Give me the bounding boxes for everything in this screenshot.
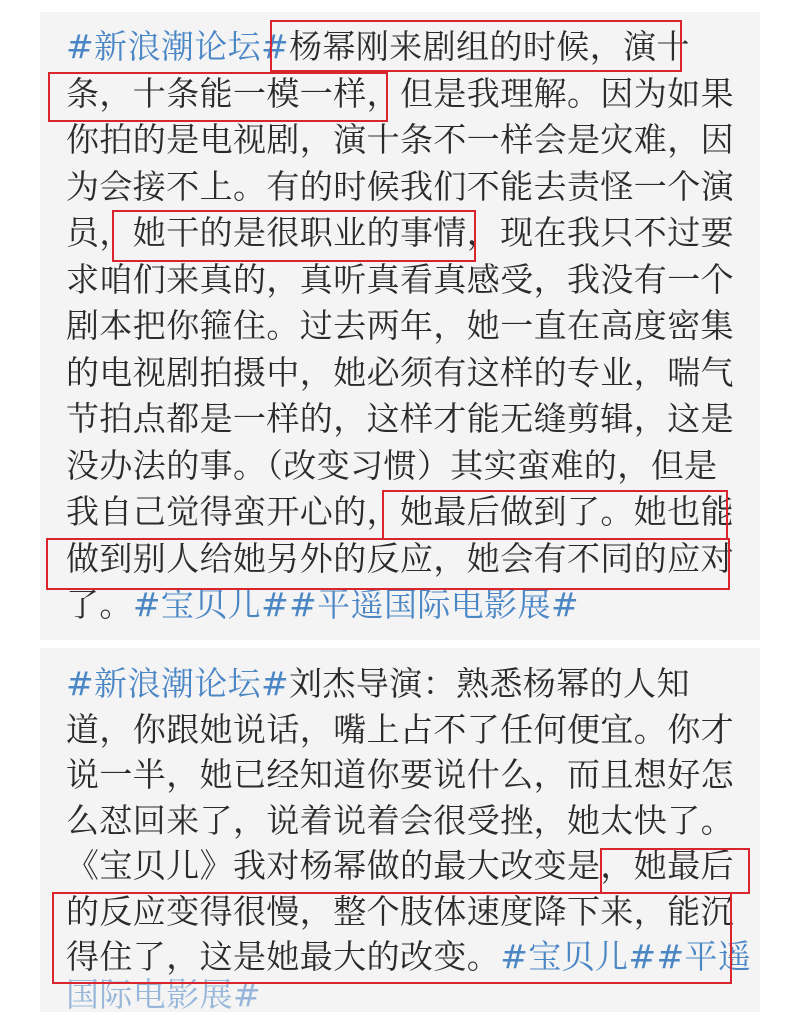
text-line: [66, 306, 734, 346]
text-line: [66, 27, 690, 67]
body-text: 做到别人给她另外的反应，她会有不同的应对: [66, 538, 734, 578]
text-line: [66, 892, 734, 932]
body-text: 说一半，她已经知道你要说什么，而且想好怎: [66, 755, 734, 794]
body-text: 节拍点都是一样的，这样才能无缝剪辑，这是: [66, 399, 734, 438]
text-line: [66, 755, 734, 795]
body-text: 杨幂刚来剧组的时候，演十: [289, 27, 690, 66]
hashtag-link[interactable]: #新浪潮论坛#: [66, 27, 290, 66]
body-text: 了。: [66, 585, 133, 624]
text-line: [66, 801, 734, 841]
text-line: [66, 120, 734, 160]
cutoff-hashtag: 国际电影展#: [66, 974, 262, 1014]
hashtag-link[interactable]: #新浪潮论坛#: [66, 664, 290, 703]
body-text: 条，十条能一模一样，但是我理解。因为如果: [66, 73, 734, 113]
body-text: 剧本把你箍住。过去两年，她一直在高度密集: [66, 306, 734, 345]
body-text: 道，你跟她说话，嘴上占不了任何便宜。你才: [66, 709, 734, 749]
body-text: 么怼回来了，说着说着会很受挫，她太快了。: [66, 800, 734, 840]
text-line: [66, 446, 718, 486]
text-line: [66, 664, 690, 704]
text-line: [66, 167, 734, 207]
body-text: 员，她干的是很职业的事情，现在我只不过要: [66, 213, 734, 252]
text-line: [66, 260, 734, 300]
text-line: [66, 213, 734, 253]
body-text: 《宝贝儿》我对杨幂做的最大改变是，她最后: [66, 846, 734, 885]
text-line: [66, 710, 734, 750]
body-text: 没办法的事。（改变习惯）其实蛮难的，但是: [66, 445, 718, 485]
hashtag-link[interactable]: #宝贝儿##平遥国际电影展#: [132, 585, 580, 624]
body-text: 求咱们来真的，真听真看真感受，我没有一个: [66, 259, 734, 299]
text-line: [66, 353, 734, 393]
body-text: 的反应变得很慢，整个肢体速度降下来，能沉: [66, 891, 734, 931]
hashtag-link[interactable]: #宝贝儿##平遥: [500, 937, 752, 976]
body-text: 我自己觉得蛮开心的，她最后做到了。她也能: [66, 492, 734, 531]
text-line: [66, 492, 734, 532]
body-text: 刘杰导演：熟悉杨幂的人知: [289, 664, 690, 703]
body-text: 你拍的是电视剧，演十条不一样会是灾难，因: [66, 120, 734, 159]
text-line: [66, 585, 579, 625]
text-line: [66, 846, 734, 886]
text-line: [66, 539, 734, 579]
text-line: [66, 74, 734, 114]
text-line: [66, 399, 734, 439]
body-text: 得住了，这是她最大的改变。: [66, 937, 501, 976]
body-text: 为会接不上。有的时候我们不能去责怪一个演: [66, 166, 734, 206]
body-text: 的电视剧拍摄中，她必须有这样的专业，喘气: [66, 352, 734, 392]
text-line: [66, 937, 751, 977]
